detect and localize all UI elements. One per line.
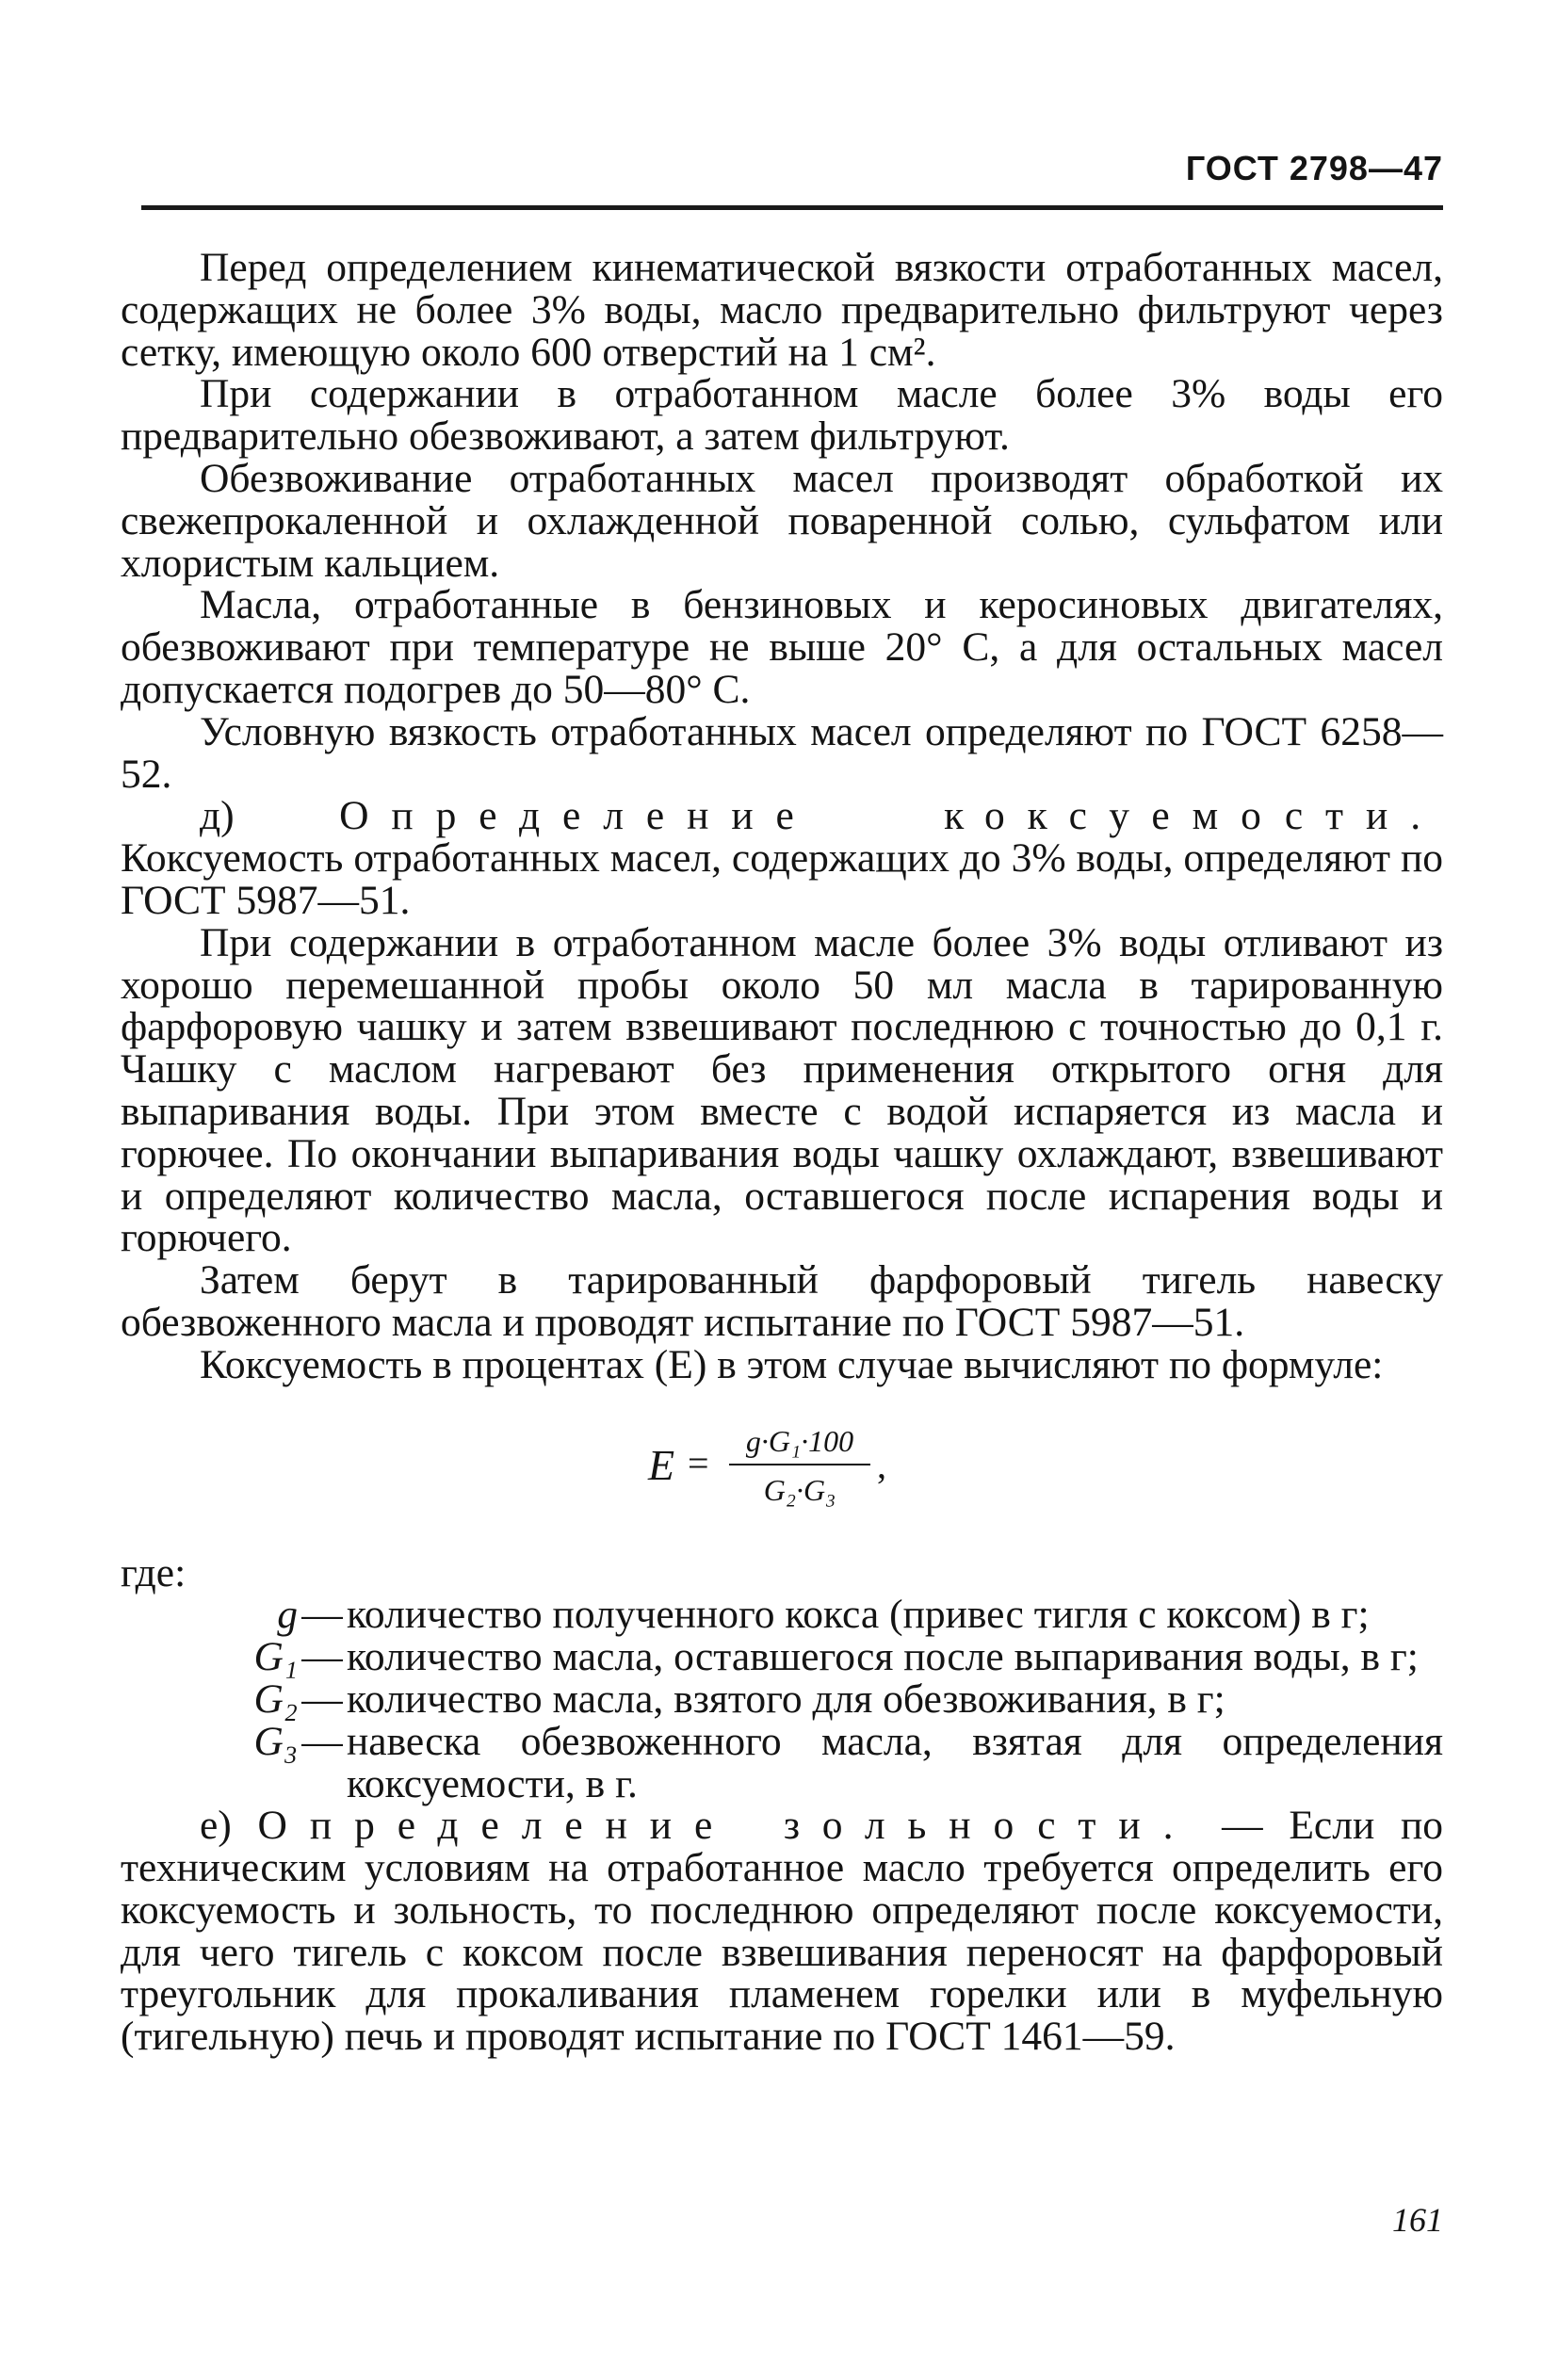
paragraph-dehydrate-first: При содержании в отработанном масле более 3% воды его предварительно обезвоживают, а затем фильтруют.: [121, 371, 1443, 460]
section-e-text: — Если по техническим условиям на отработанное масло требуется определить его коксуемость и зольность, то последнюю определяют после коксуемости, для чего тигель с коксом после взвешивания переносят на фарфоровый треугольник для прокаливания пламенем горелки или в муфельную (тигельную) печь и проводят испытание по ГОСТ 1461—59.: [121, 1803, 1444, 2060]
formula-denominator: G₂·G₃: [763, 1473, 836, 1508]
definition-dash: —: [301, 1634, 343, 1680]
section-e-ash: [121, 1805, 1443, 2058]
definition-item: [121, 1594, 1443, 1636]
section-d-coking: [121, 795, 1443, 921]
definition-item: [121, 1636, 1443, 1678]
section-d-text: Коксуемость отработанных масел, содержащих до 3% воды, определяют по ГОСТ 5987—51.: [121, 835, 1443, 923]
paragraph-crucible-test: Затем берут в тарированный фарфоровый тигель навеску обезвоженного масла и проводят испытание по ГОСТ 5987—51.: [121, 1257, 1443, 1345]
formula-numerator: g·G₁·100: [729, 1420, 870, 1466]
definition-text: количество полученного кокса (привес тигля с коксом) в г;: [347, 1592, 1370, 1638]
formula-comma: ,: [877, 1443, 886, 1486]
section-e-heading: Определение зольности.: [257, 1803, 1196, 1849]
paragraph-conditional-viscosity: Условную вязкость отработанных масел определяют по ГОСТ 6258—52.: [121, 708, 1443, 797]
paragraph-dehydration-method: Обезвоживание отработанных масел производят обработкой их свежепрокаленной и охлажденной поваренной солью, сульфатом или хлористым кальцием.: [121, 455, 1443, 586]
where-label: где:: [121, 1549, 187, 1595]
formula-equals: =: [688, 1441, 709, 1484]
paragraph-evaporation-procedure: При содержании в отработанном масле более 3% воды отливают из хорошо перемешанной пробы около 50 мл масла в тарированную фарфоровую чашку и затем взвешивают последнюю с точностью до 0,1 г. Чашку с маслом нагревают без применения открытого огня для выпаривания воды. При этом вместе с водой испаряется из масла и горючее. По окончании выпаривания воды чашку охлаждают, взвешивают и определяют количество масла, оставшегося после испарения воды и горючего.: [121, 919, 1443, 1261]
formula-lhs: E: [648, 1440, 675, 1489]
paragraph-dehydration-temperature: Масла, отработанные в бензиновых и керосиновых двигателях, обезвоживают при температуре не выше 20° С, а для остальных масел допускается подогрев до 50—80° С.: [121, 582, 1443, 712]
definition-text: навеска обезвоженного масла, взятая для определения коксуемости, в г.: [347, 1718, 1443, 1806]
paragraph-viscosity-filter: Перед определением кинематической вязкости отработанных масел, содержащих не более 3% воды, масло предварительно фильтруют через сетку, имеющую около 600 отверстий на 1 см².: [121, 245, 1443, 375]
variable-definitions: [121, 1594, 1443, 1805]
coking-formula: [121, 1418, 1443, 1513]
definition-dash: —: [301, 1592, 343, 1638]
definition-symbol: G₁: [253, 1634, 298, 1680]
definition-symbol: G₃: [253, 1718, 298, 1764]
definition-item: [121, 1718, 1443, 1806]
definition-dash: —: [301, 1676, 343, 1722]
section-e-label: е): [200, 1803, 232, 1849]
paragraph-formula-intro: Коксуемость в процентах (E) в этом случае вычисляют по формуле:: [200, 1341, 1384, 1387]
definition-symbol: G₂: [253, 1676, 298, 1722]
formula-fraction: [729, 1420, 870, 1513]
page-number: 161: [1392, 2201, 1443, 2239]
definition-text: количество масла, оставшегося после выпаривания воды, в г;: [347, 1634, 1419, 1680]
page-body: [121, 247, 1443, 2058]
running-head: ГОСТ 2798—47: [1185, 149, 1443, 187]
header-rule: [141, 205, 1443, 210]
definition-text: количество масла, взятого для обезвоживания, в г;: [347, 1676, 1225, 1722]
definition-symbol: g: [277, 1592, 298, 1638]
definition-item: [121, 1678, 1443, 1721]
section-d-heading: Определение коксуемости.: [339, 793, 1443, 839]
section-d-label: д): [200, 793, 235, 839]
definition-dash: —: [301, 1718, 343, 1764]
